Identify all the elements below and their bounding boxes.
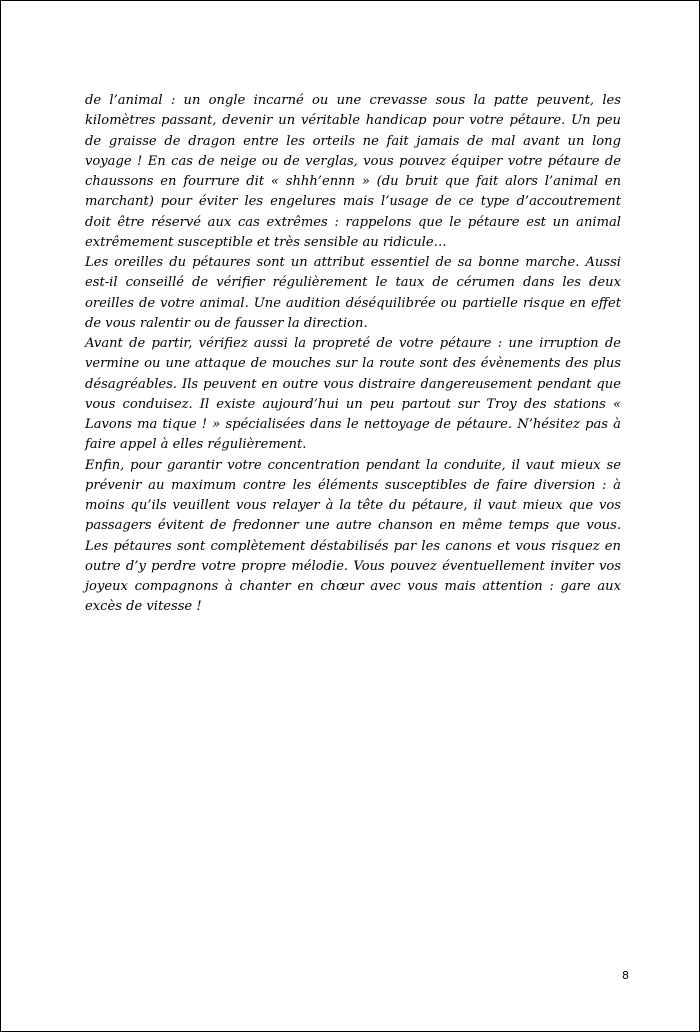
body-text — [85, 91, 621, 618]
paragraph: de l’animal : un ongle incarné ou une crevasse sous la patte peuvent, les kilomètres passant, devenir un véritable handicap pour votre pétaure. Un peu de graisse de dragon entre les orteils ne fait jamais de mal avant un long voyage ! En cas de neige ou de verglas, vous pouvez équiper votre pétaure de chaussons en fourrure dit « shhh’ennn » (du bruit que fait alors l’animal en marchant) pour éviter les engelures mais l’usage de ce type d’accoutrement doit être réservé aux cas extrêmes : rappelons que le pétaure est un animal extrêmement susceptible et très sensible au ridicule… — [85, 93, 621, 250]
paragraph: Enfin, pour garantir votre concentration pendant la conduite, il vaut mieux se prévenir au maximum contre les éléments susceptibles de faire diversion : à moins qu’ils veuillent vous relayer à la tête du pétaure, il vaut mieux que vos passagers évitent de fredonner une autre chanson en même temps que vous. Les pétaures sont complètement déstabilisés par les canons et vous risquez en outre d’y perdre votre propre mélodie. Vous pouvez éventuellement inviter vos joyeux compagnons à chanter en chœur avec vous mais attention : gare aux excès de vitesse ! — [85, 457, 621, 615]
page-number: 8 — [622, 969, 629, 982]
paragraph: Avant de partir, vérifiez aussi la propreté de votre pétaure : une irruption de vermine ou une attaque de mouches sur la route sont des évènements des plus désagréables. Ils peuvent en outre vous distraire dangereusement pendant que vous conduisez. Il existe aujourd’hui un peu partout sur Troy des stations « Lavons ma tique ! » spécialisées dans le nettoyage de pétaure. N’hésitez pas à faire appel à elles régulièrement. — [85, 336, 621, 453]
paragraph: Les oreilles du pétaures sont un attribut essentiel de sa bonne marche. Aussi est-il conseillé de vérifier régulièrement le taux de cérumen dans les deux oreilles de votre animal. Une audition déséquilibrée ou partielle risque en effet de vous ralentir ou de fausser la direction. — [85, 255, 621, 331]
